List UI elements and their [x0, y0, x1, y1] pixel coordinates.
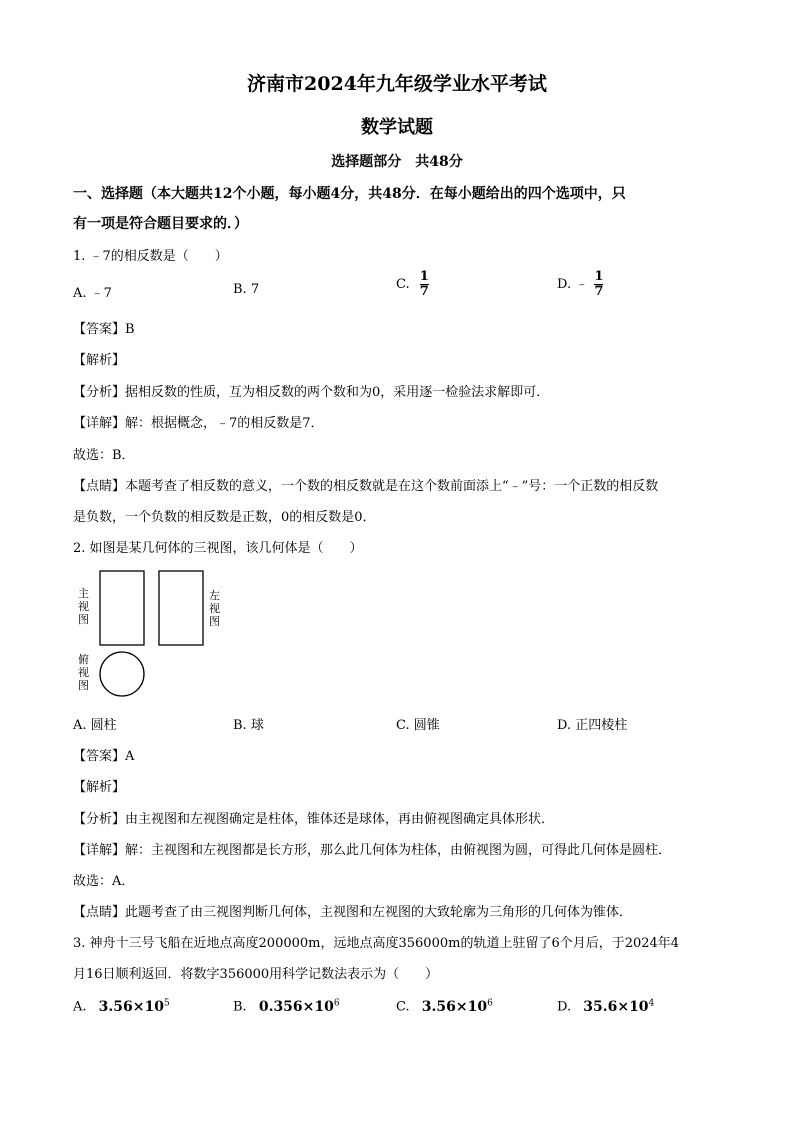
q2-answer: 【答案】A — [73, 749, 135, 764]
q2-xiangjie: 【详解】解：主视图和左视图都是长方形，那么此几何体为柱体，由俯视图为圆，可得此几何体是圆柱． — [73, 843, 672, 858]
part-heading: 选择题部分 共48分 — [331, 154, 463, 170]
top-view-label-3: 图 — [78, 679, 89, 692]
page-subtitle: 数学试题 — [361, 117, 433, 138]
q1-option-d-fraction — [594, 270, 603, 299]
q1-dianjing-line2: 是负数，一个负数的相反数是正数，0的相反数是0． — [73, 510, 376, 525]
q1-answer: 【答案】B — [73, 322, 135, 337]
top-view-circle — [100, 652, 144, 696]
left-view-label-2: 视 — [209, 602, 220, 615]
q1-dianjing-line1: 【点睛】本题考查了相反数的意义，一个数的相反数就是在这个数前面添上“﹣”号：一个正数的相反数 — [73, 479, 659, 494]
q3-option-b-base: 0.356×10 — [258, 998, 334, 1015]
q2-choice: 故选：A． — [73, 874, 135, 889]
q2-stem: 2. 如图是某几何体的三视图，该几何体是（ ） — [73, 541, 363, 556]
q3-option-b-exponent: 6 — [333, 998, 340, 1008]
q1-stem: 1. ﹣7的相反数是（ ） — [73, 249, 228, 264]
top-view-label-1: 俯 — [78, 653, 89, 666]
q3-option-a-value — [99, 999, 170, 1015]
q3-option-a — [73, 998, 170, 1015]
q2-option-a: A. 圆柱 — [73, 718, 117, 733]
q1-option-d-label: D. ﹣ — [557, 277, 589, 292]
q1-option-c-denominator: 7 — [419, 284, 429, 299]
q2-analysis-heading: 【解析】 — [73, 780, 126, 795]
left-view-label-1: 左 — [209, 589, 220, 602]
q3-option-a-base: 3.56×10 — [98, 998, 164, 1015]
q3-option-b-value — [259, 999, 340, 1015]
q3-option-c-value — [422, 999, 493, 1015]
page-title: 济南市2024年九年级学业水平考试 — [247, 73, 547, 95]
q3-option-d — [557, 998, 654, 1015]
front-view-label-1: 主 — [78, 587, 89, 600]
front-view-label-2: 视 — [78, 600, 89, 613]
q3-option-d-label: D. — [557, 999, 572, 1015]
q1-option-d-numerator: 1 — [594, 269, 604, 284]
q1-option-c-fraction — [420, 270, 429, 299]
section-instruction-line2: 有一项是符合题目要求的．） — [73, 216, 248, 232]
q1-option-d-denominator: 7 — [594, 284, 604, 299]
q3-option-c-exponent: 6 — [487, 998, 493, 1008]
q3-option-c — [396, 998, 493, 1015]
q2-dianjing: 【点睛】此题考查了由三视图判断几何体，主视图和左视图的大致轮廓为三角形的几何体为锥体． — [73, 905, 633, 920]
q3-option-b-label: B. — [233, 999, 247, 1015]
front-view-label-3: 图 — [78, 613, 89, 626]
top-view-label-2: 视 — [78, 666, 89, 679]
q2-option-b: B. 球 — [233, 718, 264, 733]
q3-option-d-value — [583, 999, 654, 1015]
q1-choice: 故选：B． — [73, 448, 135, 463]
q3-option-d-base: 35.6×10 — [583, 998, 649, 1015]
three-view-figure — [70, 565, 240, 700]
q1-option-c — [396, 270, 429, 299]
q1-fenxi: 【分析】据相反数的性质，互为相反数的两个数和为0，采用逐一检验法求解即可． — [73, 385, 550, 400]
left-view-label-3: 图 — [209, 615, 220, 628]
left-view-rect — [159, 571, 203, 645]
q1-analysis-heading: 【解析】 — [73, 353, 126, 368]
section-instruction-line1: 一、选择题（本大题共12个小题，每小题4分，共48分．在每小题给出的四个选项中，只 — [73, 186, 626, 202]
q1-option-a: A. ﹣7 — [73, 286, 112, 301]
front-view-rect — [100, 571, 144, 645]
q3-option-d-exponent: 4 — [648, 998, 655, 1008]
q3-option-c-base: 3.56×10 — [421, 998, 488, 1015]
q1-xiangjie: 【详解】解：根据概念，﹣7的相反数是7． — [73, 416, 324, 431]
q1-option-c-label: C. — [396, 277, 410, 292]
q3-stem-line1: 3. 神舟十三号飞船在近地点高度200000m，远地点高度356000m的轨道上驻留了6个月后，于2024年4 — [73, 936, 680, 951]
q3-option-a-exponent: 5 — [163, 998, 170, 1008]
q3-option-c-label: C. — [396, 999, 410, 1015]
q3-stem-line2: 月16日顺利返回．将数字356000用科学记数法表示为（ ） — [73, 967, 439, 982]
q2-fenxi: 【分析】由主视图和左视图确定是柱体，锥体还是球体，再由俯视图确定具体形状． — [73, 812, 555, 827]
q2-option-d: D. 正四棱柱 — [557, 718, 628, 733]
q1-option-d — [557, 270, 603, 299]
q3-option-b — [233, 998, 340, 1015]
q3-option-a-label: A. — [73, 999, 87, 1015]
q1-option-c-numerator: 1 — [419, 269, 429, 284]
q2-option-c: C. 圆锥 — [396, 718, 440, 733]
q1-option-b: B. 7 — [233, 282, 260, 297]
